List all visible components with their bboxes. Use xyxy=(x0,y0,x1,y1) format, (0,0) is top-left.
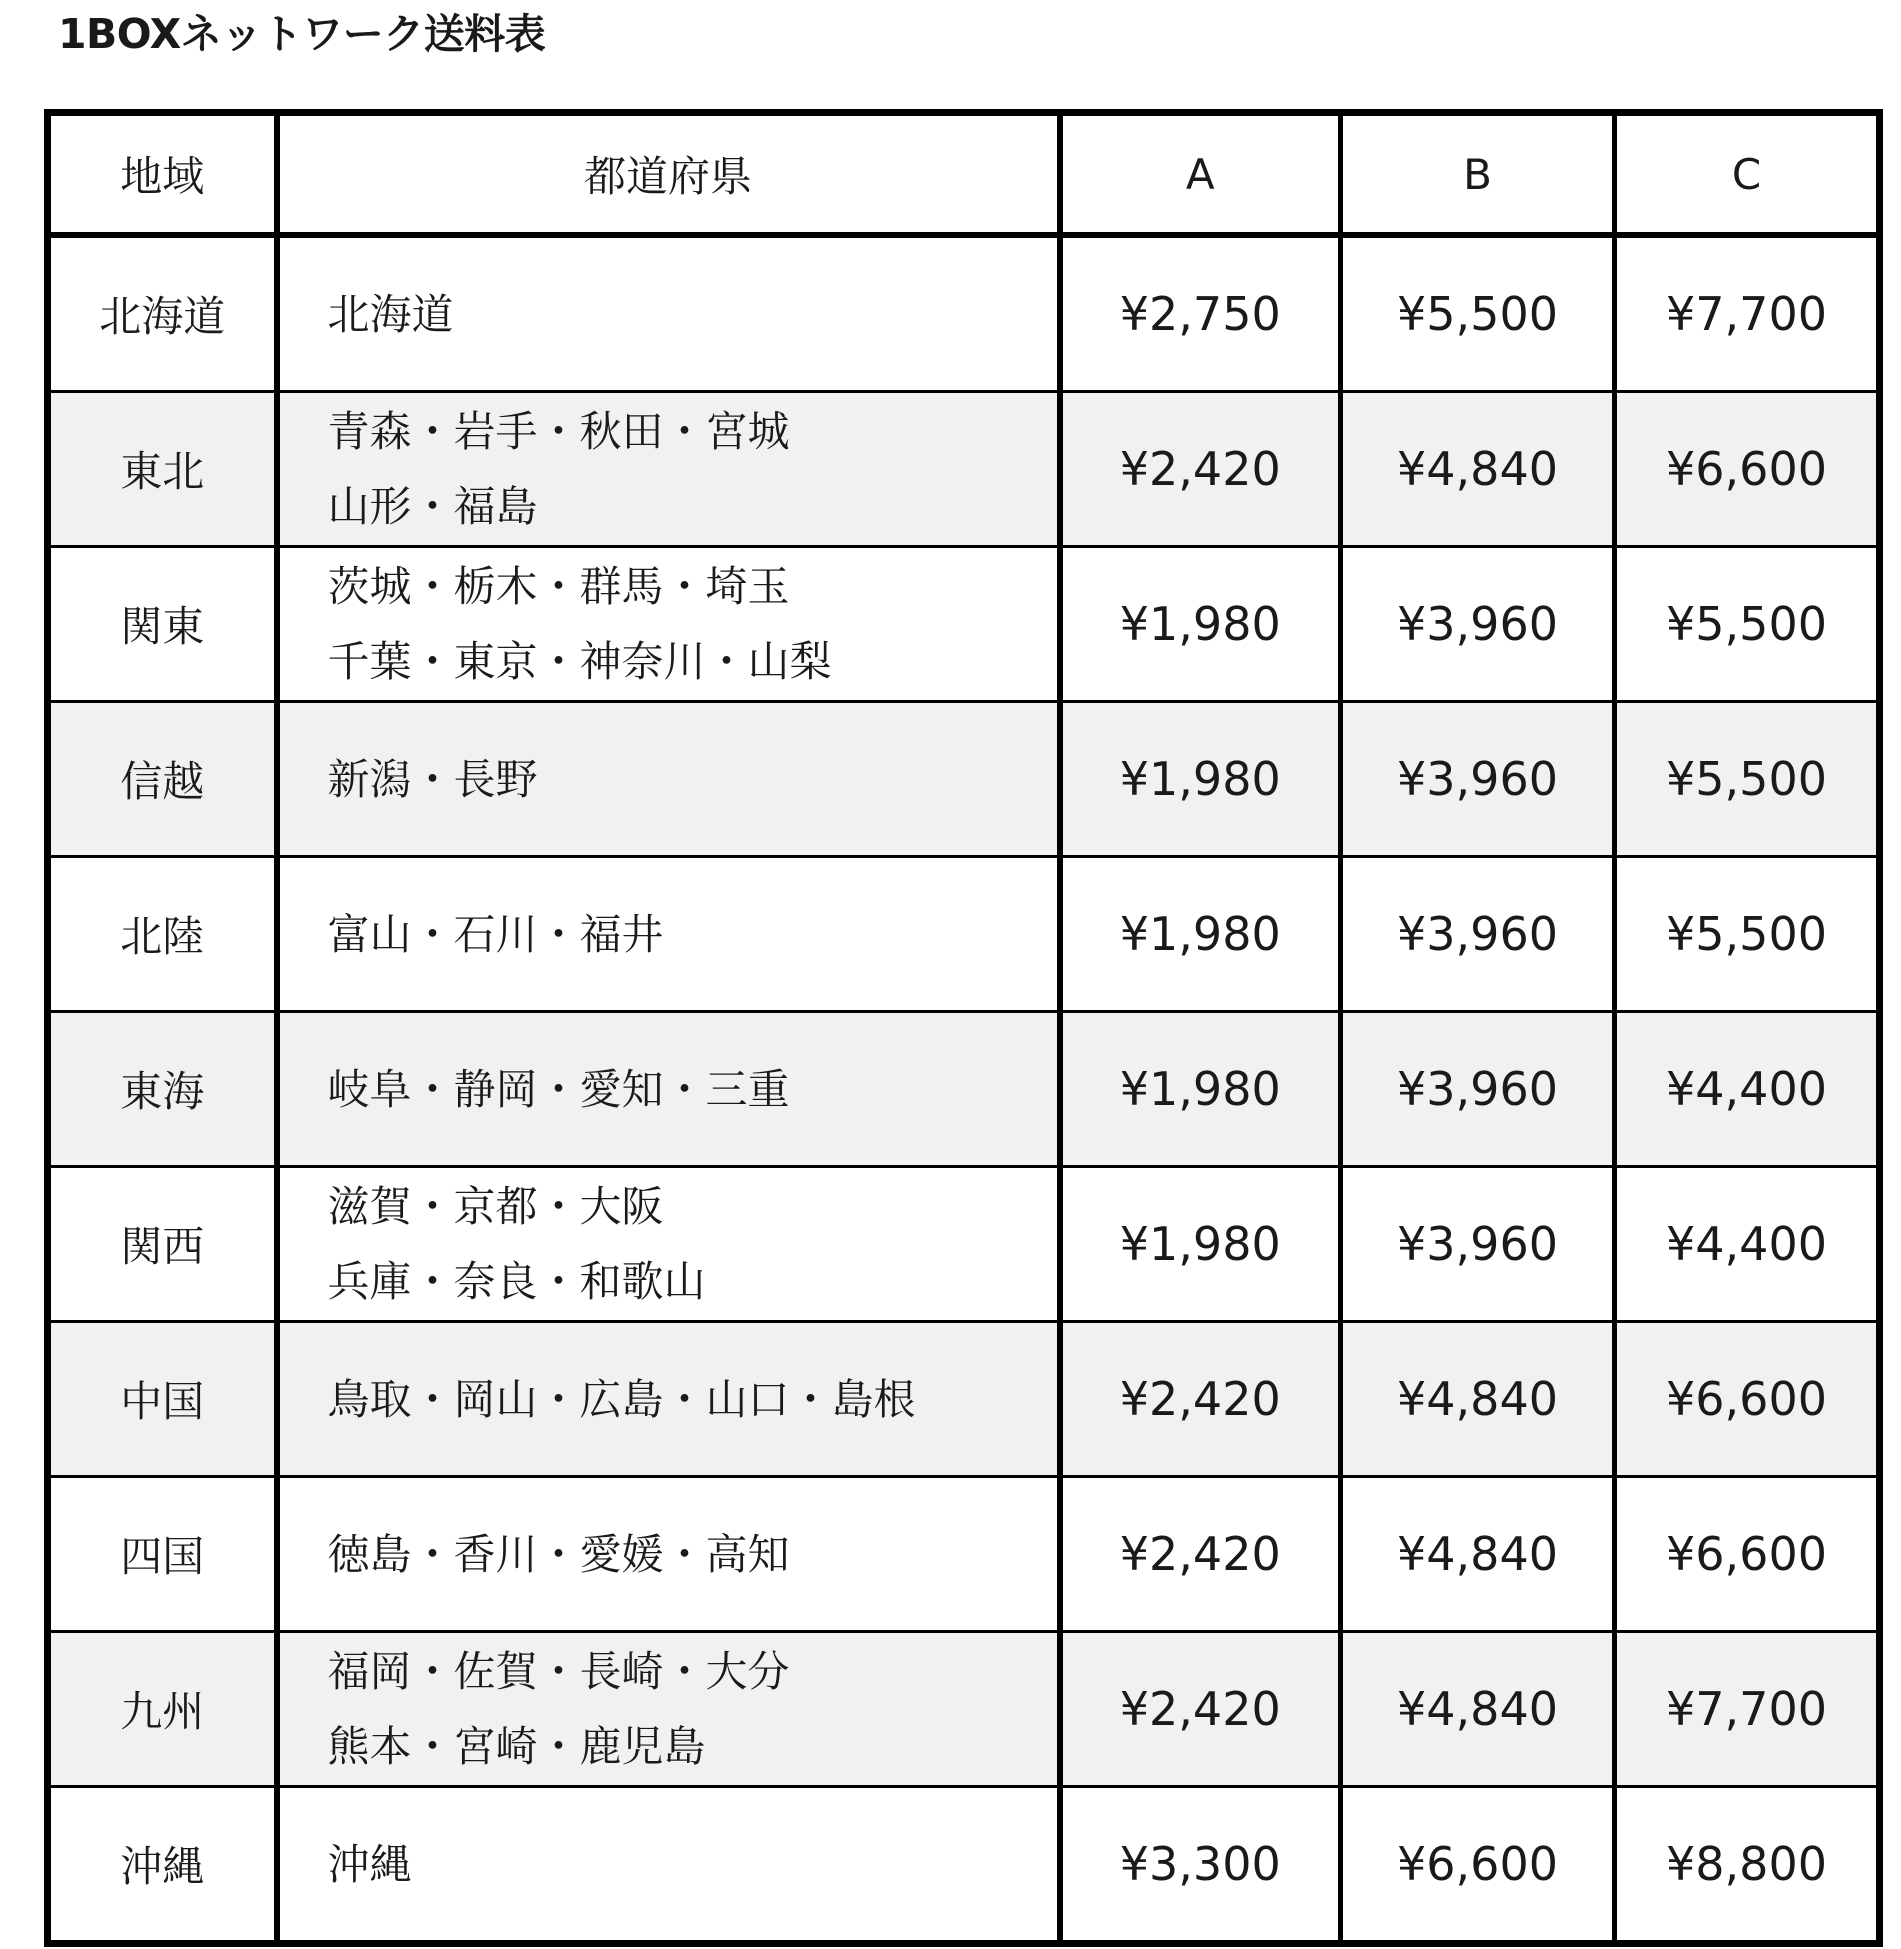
prefecture-line: 新潟・長野 xyxy=(327,754,538,804)
prefecture-line: 沖縄 xyxy=(327,1839,412,1889)
rate-a-cell: ¥2,420 xyxy=(1060,1632,1341,1787)
prefectures-cell xyxy=(277,392,1060,547)
rate-c-cell: ¥7,700 xyxy=(1615,235,1880,392)
prefecture-line: 茨城・栃木・群馬・埼玉 xyxy=(327,562,790,611)
prefectures-cell xyxy=(277,1322,1060,1477)
table-row xyxy=(48,547,1880,702)
header-rate-c: C xyxy=(1615,113,1880,236)
prefectures-cell xyxy=(277,857,1060,1012)
rate-b-cell: ¥4,840 xyxy=(1341,1322,1615,1477)
prefecture-line: 熊本・宮崎・鹿児島 xyxy=(327,1722,706,1771)
rate-a-cell: ¥1,980 xyxy=(1060,702,1341,857)
rate-b-cell: ¥5,500 xyxy=(1341,235,1615,392)
table-body xyxy=(48,235,1880,1944)
prefecture-line: 福岡・佐賀・長崎・大分 xyxy=(327,1647,790,1696)
prefecture-line: 北海道 xyxy=(327,289,454,339)
rate-b-cell: ¥4,840 xyxy=(1341,1632,1615,1787)
prefectures-cell xyxy=(277,1012,1060,1167)
rate-a-cell: ¥2,420 xyxy=(1060,1477,1341,1632)
header-region: 地域 xyxy=(48,113,277,236)
rate-b-cell: ¥6,600 xyxy=(1341,1787,1615,1944)
prefectures-cell xyxy=(277,702,1060,857)
table-row xyxy=(48,702,1880,857)
rate-c-cell: ¥8,800 xyxy=(1615,1787,1880,1944)
rate-a-cell: ¥2,420 xyxy=(1060,392,1341,547)
rate-b-cell: ¥4,840 xyxy=(1341,392,1615,547)
rate-c-cell: ¥4,400 xyxy=(1615,1167,1880,1322)
region-cell: 四国 xyxy=(48,1477,277,1632)
table-row xyxy=(48,1477,1880,1632)
prefecture-line: 千葉・東京・神奈川・山梨 xyxy=(327,637,832,686)
rate-b-cell: ¥3,960 xyxy=(1341,547,1615,702)
rate-b-cell: ¥3,960 xyxy=(1341,702,1615,857)
table-row xyxy=(48,392,1880,547)
rate-c-cell: ¥5,500 xyxy=(1615,702,1880,857)
region-cell: 関西 xyxy=(48,1167,277,1322)
rate-b-cell: ¥4,840 xyxy=(1341,1477,1615,1632)
rate-c-cell: ¥6,600 xyxy=(1615,1322,1880,1477)
rate-c-cell: ¥4,400 xyxy=(1615,1012,1880,1167)
rate-a-cell: ¥3,300 xyxy=(1060,1787,1341,1944)
region-cell: 東海 xyxy=(48,1012,277,1167)
rate-c-cell: ¥5,500 xyxy=(1615,857,1880,1012)
prefecture-line: 鳥取・岡山・広島・山口・島根 xyxy=(327,1374,916,1424)
prefectures-cell xyxy=(277,547,1060,702)
prefectures-cell xyxy=(277,235,1060,392)
table-row xyxy=(48,1632,1880,1787)
region-cell: 中国 xyxy=(48,1322,277,1477)
header-rate-a: A xyxy=(1060,113,1341,236)
header-rate-b: B xyxy=(1341,113,1615,236)
rate-c-cell: ¥6,600 xyxy=(1615,392,1880,547)
region-cell: 沖縄 xyxy=(48,1787,277,1944)
prefectures-cell xyxy=(277,1632,1060,1787)
rate-a-cell: ¥1,980 xyxy=(1060,857,1341,1012)
prefecture-line: 滋賀・京都・大阪 xyxy=(327,1182,664,1231)
table-row xyxy=(48,1787,1880,1944)
prefecture-line: 兵庫・奈良・和歌山 xyxy=(327,1257,706,1306)
rate-a-cell: ¥1,980 xyxy=(1060,1167,1341,1322)
rate-a-cell: ¥2,750 xyxy=(1060,235,1341,392)
table-row xyxy=(48,235,1880,392)
rate-b-cell: ¥3,960 xyxy=(1341,1167,1615,1322)
prefectures-cell xyxy=(277,1787,1060,1944)
header-prefectures: 都道府県 xyxy=(277,113,1060,236)
prefecture-line: 富山・石川・福井 xyxy=(327,909,664,959)
rate-c-cell: ¥7,700 xyxy=(1615,1632,1880,1787)
prefectures-cell xyxy=(277,1477,1060,1632)
region-cell: 九州 xyxy=(48,1632,277,1787)
region-cell: 関東 xyxy=(48,547,277,702)
prefecture-line: 徳島・香川・愛媛・高知 xyxy=(327,1529,790,1579)
region-cell: 北陸 xyxy=(48,857,277,1012)
rate-b-cell: ¥3,960 xyxy=(1341,857,1615,1012)
region-cell: 東北 xyxy=(48,392,277,547)
rate-a-cell: ¥1,980 xyxy=(1060,1012,1341,1167)
rate-a-cell: ¥1,980 xyxy=(1060,547,1341,702)
prefecture-line: 山形・福島 xyxy=(327,482,538,531)
table-row xyxy=(48,1012,1880,1167)
shipping-rate-table xyxy=(44,109,1883,1947)
region-cell: 信越 xyxy=(48,702,277,857)
header-row xyxy=(48,113,1880,236)
table-row xyxy=(48,1167,1880,1322)
rate-c-cell: ¥6,600 xyxy=(1615,1477,1880,1632)
prefectures-cell xyxy=(277,1167,1060,1322)
page-title: 1BOXネットワーク送料表 xyxy=(58,10,546,58)
rate-a-cell: ¥2,420 xyxy=(1060,1322,1341,1477)
rate-b-cell: ¥3,960 xyxy=(1341,1012,1615,1167)
shipping-rate-table-container xyxy=(44,109,1876,1943)
table-row xyxy=(48,857,1880,1012)
table-header xyxy=(48,113,1880,236)
region-cell: 北海道 xyxy=(48,235,277,392)
prefecture-line: 青森・岩手・秋田・宮城 xyxy=(327,407,790,456)
rate-c-cell: ¥5,500 xyxy=(1615,547,1880,702)
table-row xyxy=(48,1322,1880,1477)
prefecture-line: 岐阜・静岡・愛知・三重 xyxy=(327,1064,790,1114)
